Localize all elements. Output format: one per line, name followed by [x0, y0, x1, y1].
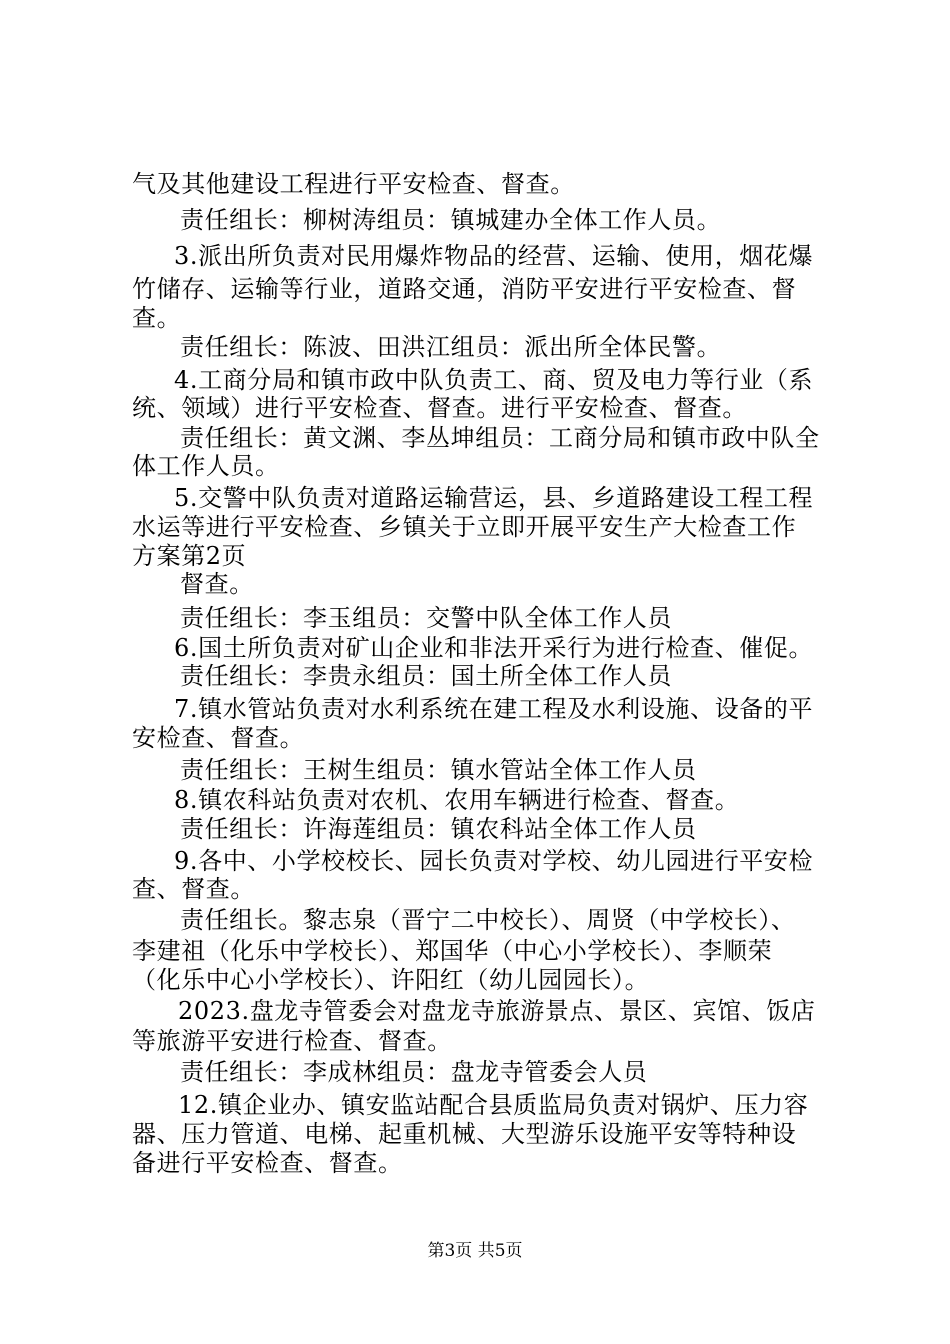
text-line: 体工作人员。	[132, 452, 280, 480]
text-line: 8.镇农科站负责对农机、农用车辆进行检查、督查。	[174, 786, 740, 814]
text-line: 备进行平安检查、督查。	[132, 1149, 403, 1177]
text-line: 责任组长：陈波、田洪江组员：派出所全体民警。	[180, 333, 722, 361]
text-line: 责任组长：李贵永组员：国土所全体工作人员	[180, 662, 672, 690]
text-line: 责任组长：李成林组员：盘龙寺管委会人员	[180, 1058, 648, 1086]
text-line: 9.各中、小学校校长、园长负责对学校、幼儿园进行平安检	[174, 847, 814, 875]
text-line: （化乐中心小学校长）、许阳红（幼儿园园长）。	[132, 966, 650, 994]
text-line: 5.交警中队负责对道路运输营运，县、乡道路建设工程工程	[174, 484, 814, 512]
text-line: 统、领域）进行平安检查、督查。进行平安检查、督查。	[132, 394, 747, 422]
text-line: 责任组长：柳树涛组员：镇城建办全体工作人员。	[180, 206, 722, 234]
text-line: 12.镇企业办、镇安监站配合县质监局负责对锅炉、压力容	[178, 1091, 809, 1119]
text-line: 责任组长：王树生组员：镇水管站全体工作人员	[180, 756, 697, 784]
text-line: 责任组长：黄文渊、李丛坤组员：工商分局和镇市政中队全	[180, 424, 820, 452]
text-line: 责任组长：李玉组员：交警中队全体工作人员	[180, 604, 672, 632]
text-line: 器、压力管道、电梯、起重机械、大型游乐设施平安等特种设	[132, 1120, 797, 1148]
text-line: 查。	[132, 304, 182, 332]
text-line: 责任组长。黎志泉（晋宁二中校长）、周贤（中学校长）、	[180, 906, 796, 934]
text-line: 责任组长：许海莲组员：镇农科站全体工作人员	[180, 815, 697, 843]
text-line: 6.国土所负责对矿山企业和非法开采行为进行检查、催促。	[174, 634, 814, 662]
text-line: 督查。	[180, 570, 254, 598]
text-line: 3.派出所负责对民用爆炸物品的经营、运输、使用，烟花爆	[174, 242, 814, 270]
text-line: 2023.盘龙寺管委会对盘龙寺旅游景点、景区、宾馆、饭店	[178, 997, 816, 1025]
text-line: 竹储存、运输等行业，道路交通，消防平安进行平安检查、督	[132, 275, 797, 303]
text-line: 7.镇水管站负责对水利系统在建工程及水利设施、设备的平	[174, 695, 814, 723]
text-line: 李建祖（化乐中学校长）、郑国华（中心小学校长）、李顺荣	[132, 937, 773, 965]
page-footer: 第3页 共5页	[427, 1241, 523, 1261]
text-line: 水运等进行平安检查、乡镇关于立即开展平安生产大检查工作	[132, 513, 797, 541]
text-line: 查、督查。	[132, 875, 255, 903]
text-line: 气及其他建设工程进行平安检查、督查。	[132, 170, 575, 198]
text-line: 等旅游平安进行检查、督查。	[132, 1027, 452, 1055]
text-line: 方案第2页	[132, 542, 247, 570]
text-line: 4.工商分局和镇市政中队负责工、商、贸及电力等行业（系	[174, 366, 814, 394]
text-line: 安检查、督查。	[132, 724, 305, 752]
